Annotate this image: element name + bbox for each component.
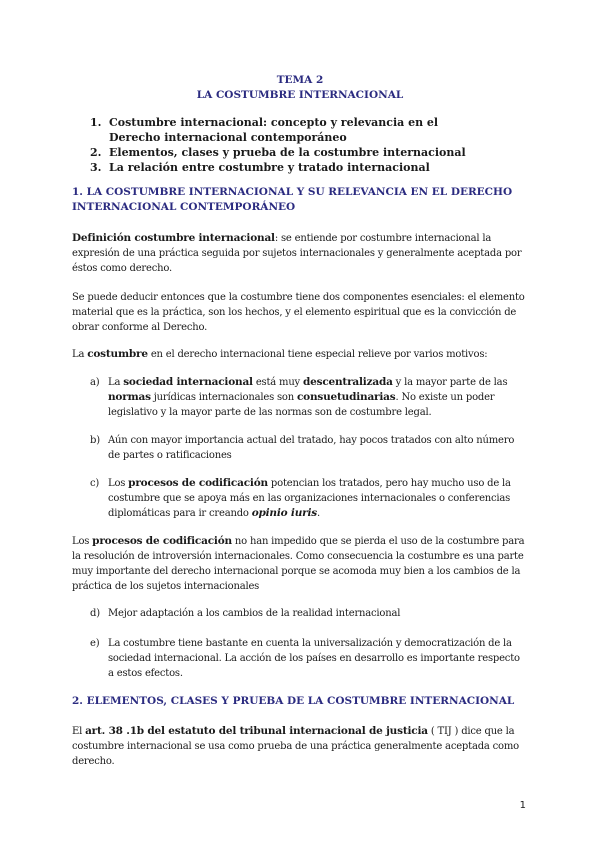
- bold-term: procesos de codificación: [128, 477, 268, 489]
- list-item-b: [90, 433, 528, 463]
- bold-term: sociedad internacional: [123, 376, 253, 388]
- bold-italic-term: opinio iuris: [251, 507, 317, 519]
- list-marker: a): [90, 377, 100, 388]
- title-line-2: LA COSTUMBRE INTERNACIONAL: [196, 89, 404, 101]
- toc-text: Costumbre internacional: concepto y relevancia en el Derecho internacional contemporáneo: [109, 116, 439, 144]
- bold-term: costumbre: [87, 348, 148, 360]
- bold-term: consuetudinarias: [296, 391, 396, 403]
- definition-text: : se entiende por costumbre internacional la expresión de una práctica seguida por sujetos internacionales y generalmente aceptada por éstos como derecho.: [72, 233, 522, 274]
- text-run: está muy: [252, 377, 303, 388]
- toc-text: Elementos, clases y prueba de la costumbre internacional: [109, 146, 466, 159]
- text-run: ( TIJ ) dice que la costumbre internacional se usa como prueba de una práctica generalmente aceptada como derecho.: [72, 726, 519, 767]
- codification-paragraph: [72, 534, 528, 594]
- toc-number: 2.: [90, 146, 102, 159]
- bold-term: procesos de codificación: [92, 535, 232, 547]
- page-number: 1: [519, 800, 526, 811]
- text-run: en el derecho internacional tiene especial relieve por varios motivos:: [147, 349, 488, 360]
- text-run: Los: [108, 478, 129, 489]
- text-run: potencian los tratados, pero hay mucho uso de la costumbre que se apoya más en las organizaciones internacionales o conferencias diplomáticas para ir creando: [108, 478, 511, 519]
- text-run: La: [72, 349, 88, 360]
- text-run: La: [108, 377, 124, 388]
- definition-term: Definición costumbre internacional: [72, 232, 275, 244]
- text-run: .: [316, 508, 320, 519]
- list-text: La costumbre tiene bastante en cuenta la universalización y democratización de la sociedad internacional. La acción de los países en desarrollo es importante respecto a estos efectos.: [108, 638, 520, 679]
- components-paragraph: Se puede deducir entonces que la costumbre tiene dos componentes esenciales: el elemento material que es la práctica, son los hechos, y el elemento espiritual que es la convicción de obrar conforme al Derecho.: [72, 292, 525, 333]
- bold-term: descentralizada: [302, 376, 393, 388]
- title-line-1: TEMA 2: [276, 74, 324, 86]
- list-marker: d): [90, 608, 100, 619]
- toc-number: 3.: [90, 161, 102, 174]
- text-run: y la mayor parte de las: [392, 377, 508, 388]
- list-marker: b): [90, 435, 100, 446]
- toc-item: [90, 145, 490, 160]
- text-run: jurídicas internacionales son: [150, 392, 297, 403]
- definition-paragraph: [72, 231, 528, 276]
- list-marker: e): [90, 638, 100, 649]
- text-run: El: [72, 726, 86, 737]
- document-title: [0, 73, 600, 103]
- section-1-heading: 1. LA COSTUMBRE INTERNACIONAL Y SU RELEVANCIA EN EL DERECHO INTERNACIONAL CONTEMPORÁNEO: [72, 186, 513, 213]
- toc-number: 1.: [90, 116, 102, 129]
- text-run: no han impedido que se pierda el uso de la costumbre para la resolución de introversión internacionales. Como consecuencia la costumbre es una parte muy importante del derecho internacional porque se acomoda muy bien a los cambios de la práctica de los sujetos internacionales: [72, 536, 525, 592]
- table-of-contents: [90, 115, 490, 175]
- list-item-a: [90, 375, 528, 420]
- list-marker: c): [90, 478, 100, 489]
- section-2-heading: 2. ELEMENTOS, CLASES Y PRUEBA DE LA COSTUMBRE INTERNACIONAL: [72, 695, 515, 707]
- list-item-d: [90, 606, 528, 621]
- relevance-intro-paragraph: [72, 347, 528, 362]
- list-text: Aún con mayor importancia actual del tratado, hay pocos tratados con alto número de partes o ratificaciones: [108, 435, 515, 461]
- text-run: . No existe un poder legislativo y la mayor parte de las normas son de costumbre legal.: [108, 392, 495, 418]
- bold-term: normas: [108, 391, 151, 403]
- text-run: Los: [72, 536, 93, 547]
- bold-term: art. 38 .1b del estatuto del tribunal internacional de justicia: [85, 725, 428, 737]
- toc-item: [90, 115, 490, 145]
- list-item-e: [90, 636, 528, 681]
- toc-item: [90, 160, 490, 175]
- toc-text: La relación entre costumbre y tratado internacional: [109, 161, 430, 174]
- article-paragraph: [72, 724, 528, 769]
- list-text: Mejor adaptación a los cambios de la realidad internacional: [108, 608, 401, 619]
- list-item-c: [90, 476, 528, 521]
